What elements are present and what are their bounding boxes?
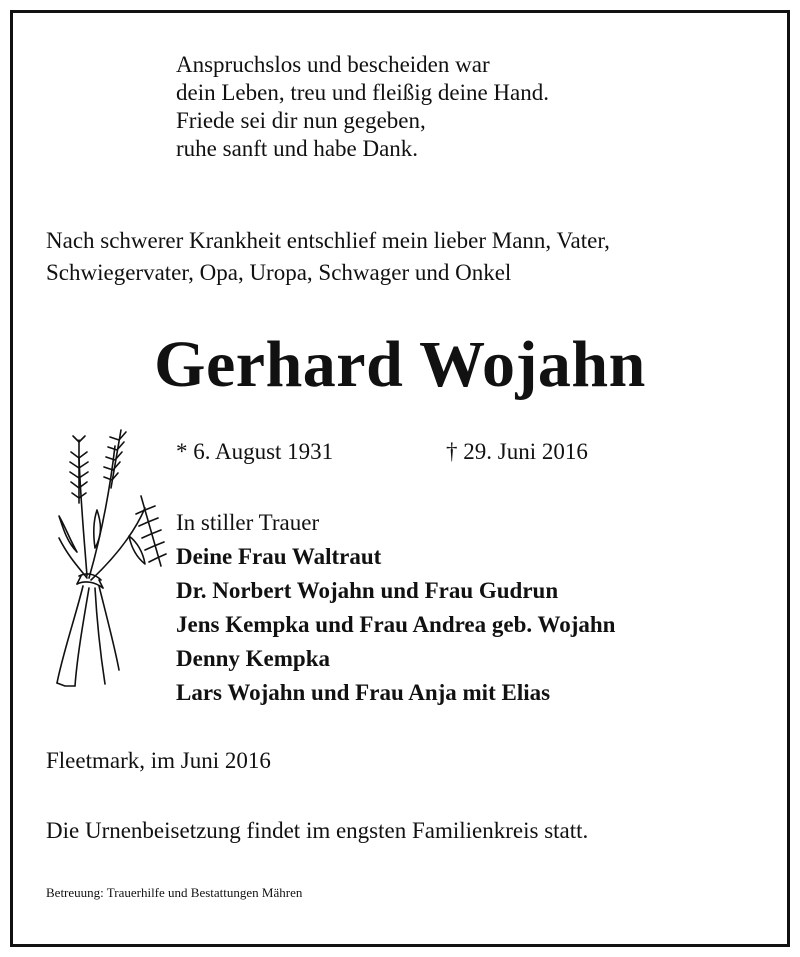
wheat-sheaf-icon [37, 418, 167, 688]
deceased-name: Gerhard Wojahn [154, 328, 646, 401]
mourner: Denny Kempka [176, 646, 330, 671]
mourner: Lars Wojahn und Frau Anja mit Elias [176, 680, 551, 705]
intro-line: Schwiegervater, Opa, Uropa, Schwager und Onkel [46, 260, 512, 285]
poem-line: dein Leben, treu und fleißig deine Hand. [176, 80, 549, 105]
mourning-section [176, 506, 615, 710]
death-date: † 29. Juni 2016 [446, 439, 588, 464]
memorial-poem [176, 51, 549, 163]
poem-line: Anspruchslos und bescheiden war [176, 52, 490, 77]
life-dates [176, 437, 588, 467]
intro-text [46, 225, 610, 289]
place-date: Fleetmark, im Juni 2016 [46, 748, 271, 773]
mourner: Dr. Norbert Wojahn und Frau Gudrun [176, 578, 559, 603]
intro-line: Nach schwerer Krankheit entschlief mein lieber Mann, Vater, [46, 228, 610, 253]
mourner: Deine Frau Waltraut [176, 544, 382, 569]
poem-line: Friede sei dir nun gegeben, [176, 108, 426, 133]
mourning-heading: In stiller Trauer [176, 510, 320, 535]
poem-line: ruhe sanft und habe Dank. [176, 136, 419, 161]
obituary-notice [10, 10, 790, 947]
funeral-service-credit: Betreuung: Trauerhilfe und Bestattungen Mähren [46, 885, 303, 900]
mourner: Jens Kempka und Frau Andrea geb. Wojahn [176, 612, 616, 637]
urn-burial-notice: Die Urnenbeisetzung findet im engsten Familienkreis statt. [46, 818, 589, 843]
mourners-list [176, 540, 615, 710]
birth-date: * 6. August 1931 [176, 439, 334, 464]
